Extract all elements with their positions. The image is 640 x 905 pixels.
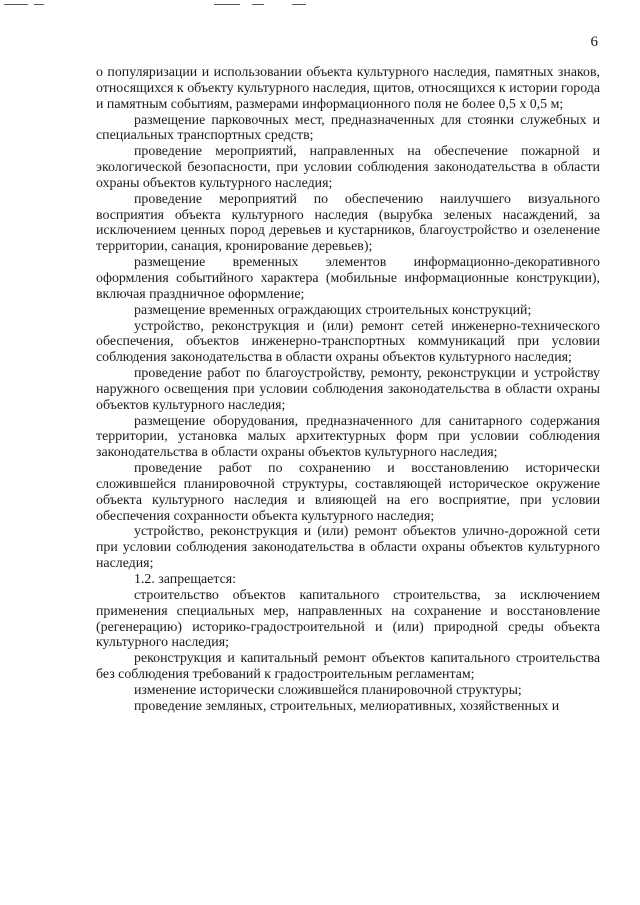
paragraph: проведение мероприятий, направленных на обеспечение пожарной и экологической безопасности, при условии соблюдения законодательства в области охраны объектов культурного наследия;: [96, 144, 600, 191]
paragraph: проведение мероприятий по обеспечению наилучшего визуального восприятия объекта культурного наследия (вырубка зеленых насаждений, за исключением ценных пород деревьев и кустарников, благоустройство и озеленение территории, санация, кронирование деревьев);: [96, 191, 600, 255]
paragraph-truncated: проведение земляных, строительных, мелиоративных, хозяйственных и: [134, 698, 560, 714]
paragraph: проведение работ по сохранению и восстановлению исторически сложившейся планировочной структуры, составляющей историческое окружение объекта культурного наследия и влияющей на его восприятие, при условии обеспечения сохранности объекта культурного наследия;: [96, 461, 600, 524]
paragraph: устройство, реконструкция и (или) ремонт объектов улично-дорожной сети при условии соблюдения законодательства в области охраны объектов культурного наследия;: [96, 524, 600, 572]
paragraph: проведение работ по благоустройству, ремонту, реконструкции и устройству наружного освещения при условии соблюдения законодательства в области охраны объектов культурного наследия;: [96, 366, 600, 413]
document-body: [96, 65, 600, 715]
section-heading: 1.2. запрещается:: [134, 572, 237, 587]
paragraph-continuation: о популяризации и использовании объекта культурного наследия, памятных знаков, относящихся к объекту культурного наследия, щитов, относящихся к истории города и памятным событиям, размерами информационного поля не более 0,5 х 0,5 м;: [96, 65, 600, 112]
paragraph: размещение оборудования, предназначенного для санитарного содержания территории, установка малых архитектурных форм при условии соблюдения законодательства в области охраны объектов культурного наследия;: [96, 413, 600, 461]
scan-edge-marks: [0, 2, 640, 8]
page-number: 6: [590, 34, 598, 50]
paragraph: устройство, реконструкция и (или) ремонт сетей инженерно-технического обеспечения, объектов инженерно-транспортных коммуникаций при условии соблюдения законодательства в области охраны объектов культурного наследия;: [96, 318, 600, 366]
paragraph: изменение исторически сложившейся планировочной структуры;: [134, 682, 522, 698]
paragraph: строительство объектов капитального строительства, за исключением применения специальных мер, направленных на сохранение и восстановление (регенерацию) историко-градостроительной и (или) природной среды объекта культурного наследия;: [96, 587, 600, 651]
paragraph: размещение парковочных мест, предназначенных для стоянки служебных и специальных транспортных средств;: [96, 112, 600, 144]
paragraph: размещение временных элементов информационно-декоративного оформления событийного характера (мобильные информационные конструкции), включая праздничное оформление;: [96, 255, 600, 302]
paragraph: реконструкция и капитальный ремонт объектов капитального строительства без соблюдения требований к градостроительным регламентам;: [96, 651, 600, 683]
paragraph: размещение временных ограждающих строительных конструкций;: [134, 302, 532, 318]
